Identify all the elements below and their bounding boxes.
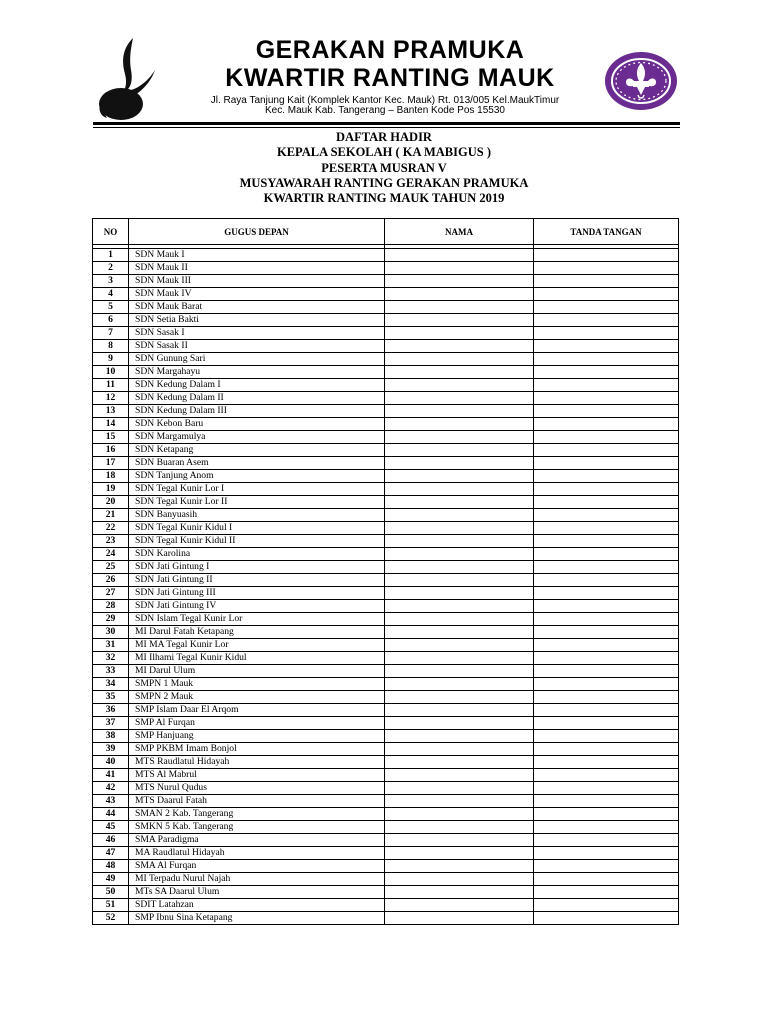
table-row [93, 327, 679, 340]
row-nama-field[interactable] [385, 249, 534, 262]
title-line: KEPALA SEKOLAH ( KA MABIGUS ) [276, 145, 492, 160]
table-row [93, 353, 679, 366]
row-number: 44 [93, 808, 129, 821]
row-number: 47 [93, 847, 129, 860]
row-gugus-depan: SMAN 2 Kab. Tangerang [129, 808, 385, 821]
table-row [93, 431, 679, 444]
row-gugus-depan: SDN Jati Gintung I [129, 561, 385, 574]
row-signature-field[interactable] [534, 431, 679, 444]
row-gugus-depan: MTS Daarul Fatah [129, 795, 385, 808]
row-nama-field[interactable] [385, 509, 534, 522]
row-nama-field[interactable] [385, 587, 534, 600]
row-number: 42 [93, 782, 129, 795]
row-nama-field[interactable] [385, 743, 534, 756]
table-row [93, 782, 679, 795]
address-line2: Kec. Mauk Kab. Tangerang – Banten Kode Pos 15530 [265, 105, 505, 116]
table-row [93, 769, 679, 782]
header-tanda-tangan: TANDA TANGAN [534, 219, 679, 245]
row-gugus-depan: SDN Gunung Sari [129, 353, 385, 366]
row-number: 9 [93, 353, 129, 366]
row-number: 5 [93, 301, 129, 314]
row-signature-field[interactable] [534, 405, 679, 418]
attendance-table [92, 218, 679, 925]
row-nama-field[interactable] [385, 717, 534, 730]
row-gugus-depan: MA Raudlatul Hidayah [129, 847, 385, 860]
table-row [93, 483, 679, 496]
title-line: PESERTA MUSRAN V [321, 160, 447, 175]
row-signature-field[interactable] [534, 379, 679, 392]
row-nama-field[interactable] [385, 691, 534, 704]
address-line1: Jl. Raya Tanjung Kait (Komplek Kantor Kec. Mauk) Rt. 013/005 Kel.MaukTimur [210, 95, 560, 106]
row-number: 20 [93, 496, 129, 509]
row-number: 3 [93, 275, 129, 288]
table-row [93, 392, 679, 405]
row-signature-field[interactable] [534, 821, 679, 834]
row-signature-field[interactable] [534, 301, 679, 314]
row-gugus-depan: MTS Nurul Qudus [129, 782, 385, 795]
org-name-line2: KWARTIR RANTING MAUK [225, 64, 555, 92]
row-nama-field[interactable] [385, 444, 534, 457]
row-signature-field[interactable] [534, 366, 679, 379]
table-row [93, 808, 679, 821]
row-nama-field[interactable] [385, 353, 534, 366]
row-nama-field[interactable] [385, 808, 534, 821]
row-gugus-depan: SDN Tegal Kunir Lor II [129, 496, 385, 509]
table-row [93, 457, 679, 470]
row-signature-field[interactable] [534, 587, 679, 600]
row-number: 30 [93, 626, 129, 639]
row-signature-field[interactable] [534, 314, 679, 327]
table-row [93, 301, 679, 314]
row-number: 45 [93, 821, 129, 834]
row-number: 24 [93, 548, 129, 561]
row-number: 16 [93, 444, 129, 457]
row-nama-field[interactable] [385, 626, 534, 639]
table-row [93, 405, 679, 418]
row-gugus-depan: SDN Karolina [129, 548, 385, 561]
row-signature-field[interactable] [534, 275, 679, 288]
row-nama-field[interactable] [385, 379, 534, 392]
row-number: 50 [93, 886, 129, 899]
row-gugus-depan: SDN Tegal Kunir Kidul I [129, 522, 385, 535]
document-title [150, 130, 618, 206]
table-row [93, 522, 679, 535]
header-gugus-depan: GUGUS DEPAN [129, 219, 385, 245]
row-gugus-depan: SDN Mauk II [129, 262, 385, 275]
row-signature-field[interactable] [534, 483, 679, 496]
row-signature-field[interactable] [534, 262, 679, 275]
row-signature-field[interactable] [534, 288, 679, 301]
table-row [93, 886, 679, 899]
row-nama-field[interactable] [385, 470, 534, 483]
row-signature-field[interactable] [534, 509, 679, 522]
row-nama-field[interactable] [385, 392, 534, 405]
row-signature-field[interactable] [534, 834, 679, 847]
row-gugus-depan: SDN Mauk III [129, 275, 385, 288]
table-row [93, 639, 679, 652]
table-row [93, 704, 679, 717]
row-nama-field[interactable] [385, 405, 534, 418]
row-gugus-depan: SDN Kedung Dalam I [129, 379, 385, 392]
row-nama-field[interactable] [385, 704, 534, 717]
row-number: 48 [93, 860, 129, 873]
row-number: 26 [93, 574, 129, 587]
header-rule-thin [93, 127, 680, 128]
row-number: 1 [93, 249, 129, 262]
table-row [93, 444, 679, 457]
table-row [93, 509, 679, 522]
row-nama-field[interactable] [385, 899, 534, 912]
row-number: 2 [93, 262, 129, 275]
row-gugus-depan: SDN Tanjung Anom [129, 470, 385, 483]
table-row [93, 795, 679, 808]
row-number: 33 [93, 665, 129, 678]
row-gugus-depan: SDN Islam Tegal Kunir Lor [129, 613, 385, 626]
table-header-row [93, 219, 679, 245]
row-signature-field[interactable] [534, 444, 679, 457]
row-signature-field[interactable] [534, 678, 679, 691]
row-gugus-depan: SDN Jati Gintung II [129, 574, 385, 587]
row-signature-field[interactable] [534, 730, 679, 743]
row-number: 37 [93, 717, 129, 730]
row-gugus-depan: SDN Margamulya [129, 431, 385, 444]
row-signature-field[interactable] [534, 548, 679, 561]
row-gugus-depan: MI Darul Ulum [129, 665, 385, 678]
row-nama-field[interactable] [385, 665, 534, 678]
row-signature-field[interactable] [534, 808, 679, 821]
row-nama-field[interactable] [385, 756, 534, 769]
row-gugus-depan: SDN Banyuasih [129, 509, 385, 522]
row-nama-field[interactable] [385, 483, 534, 496]
row-signature-field[interactable] [534, 340, 679, 353]
world-scout-emblem-icon [603, 51, 679, 111]
row-signature-field[interactable] [534, 860, 679, 873]
row-signature-field[interactable] [534, 873, 679, 886]
row-number: 36 [93, 704, 129, 717]
row-signature-field[interactable] [534, 496, 679, 509]
table-row [93, 834, 679, 847]
table-row [93, 743, 679, 756]
table-row [93, 574, 679, 587]
row-number: 31 [93, 639, 129, 652]
row-nama-field[interactable] [385, 366, 534, 379]
title-line: KWARTIR RANTING MAUK TAHUN 2019 [263, 191, 505, 206]
table-row [93, 275, 679, 288]
row-signature-field[interactable] [534, 912, 679, 925]
table-row [93, 613, 679, 626]
header-rule-thick [93, 122, 680, 125]
table-row [93, 847, 679, 860]
row-nama-field[interactable] [385, 886, 534, 899]
row-number: 14 [93, 418, 129, 431]
row-number: 52 [93, 912, 129, 925]
row-nama-field[interactable] [385, 301, 534, 314]
table-row [93, 652, 679, 665]
row-nama-field[interactable] [385, 522, 534, 535]
row-number: 11 [93, 379, 129, 392]
row-nama-field[interactable] [385, 795, 534, 808]
row-number: 23 [93, 535, 129, 548]
row-number: 7 [93, 327, 129, 340]
table-row [93, 587, 679, 600]
row-gugus-depan: SDN Setia Bakti [129, 314, 385, 327]
row-signature-field[interactable] [534, 795, 679, 808]
row-gugus-depan: SDN Mauk IV [129, 288, 385, 301]
row-number: 15 [93, 431, 129, 444]
row-nama-field[interactable] [385, 769, 534, 782]
row-gugus-depan: SDN Kebon Baru [129, 418, 385, 431]
row-gugus-depan: SMA Paradigma [129, 834, 385, 847]
row-signature-field[interactable] [534, 652, 679, 665]
row-signature-field[interactable] [534, 639, 679, 652]
row-signature-field[interactable] [534, 392, 679, 405]
row-signature-field[interactable] [534, 613, 679, 626]
row-number: 18 [93, 470, 129, 483]
title-line: MUSYAWARAH RANTING GERAKAN PRAMUKA [239, 175, 529, 190]
row-signature-field[interactable] [534, 457, 679, 470]
row-number: 27 [93, 587, 129, 600]
row-gugus-depan: MI MA Tegal Kunir Lor [129, 639, 385, 652]
row-nama-field[interactable] [385, 678, 534, 691]
row-number: 39 [93, 743, 129, 756]
row-number: 19 [93, 483, 129, 496]
table-row [93, 496, 679, 509]
row-nama-field[interactable] [385, 600, 534, 613]
row-nama-field[interactable] [385, 314, 534, 327]
table-row [93, 821, 679, 834]
row-nama-field[interactable] [385, 730, 534, 743]
row-nama-field[interactable] [385, 834, 534, 847]
row-signature-field[interactable] [534, 756, 679, 769]
row-nama-field[interactable] [385, 288, 534, 301]
row-signature-field[interactable] [534, 522, 679, 535]
row-signature-field[interactable] [534, 418, 679, 431]
row-number: 6 [93, 314, 129, 327]
row-number: 41 [93, 769, 129, 782]
row-signature-field[interactable] [534, 886, 679, 899]
table-row [93, 600, 679, 613]
row-nama-field[interactable] [385, 327, 534, 340]
row-gugus-depan: SDIT Latahzan [129, 899, 385, 912]
table-row [93, 470, 679, 483]
table-row [93, 860, 679, 873]
row-signature-field[interactable] [534, 353, 679, 366]
row-gugus-depan: MTS Raudlatul Hidayah [129, 756, 385, 769]
table-row [93, 535, 679, 548]
row-signature-field[interactable] [534, 574, 679, 587]
row-number: 34 [93, 678, 129, 691]
row-gugus-depan: SDN Kedung Dalam III [129, 405, 385, 418]
table-row [93, 379, 679, 392]
row-signature-field[interactable] [534, 535, 679, 548]
row-signature-field[interactable] [534, 600, 679, 613]
row-nama-field[interactable] [385, 613, 534, 626]
row-number: 38 [93, 730, 129, 743]
table-row [93, 691, 679, 704]
row-number: 12 [93, 392, 129, 405]
row-gugus-depan: SDN Margahayu [129, 366, 385, 379]
table-row [93, 561, 679, 574]
row-gugus-depan: SMA Al Furqan [129, 860, 385, 873]
org-name-line1: GERAKAN PRAMUKA [255, 36, 525, 64]
row-nama-field[interactable] [385, 561, 534, 574]
table-row [93, 626, 679, 639]
table-row [93, 340, 679, 353]
row-nama-field[interactable] [385, 548, 534, 561]
row-nama-field[interactable] [385, 535, 534, 548]
table-row [93, 665, 679, 678]
table-row [93, 366, 679, 379]
row-number: 22 [93, 522, 129, 535]
row-number: 21 [93, 509, 129, 522]
row-nama-field[interactable] [385, 431, 534, 444]
row-gugus-depan: SDN Sasak I [129, 327, 385, 340]
table-row [93, 314, 679, 327]
row-number: 43 [93, 795, 129, 808]
row-signature-field[interactable] [534, 704, 679, 717]
table-body [93, 245, 679, 925]
row-signature-field[interactable] [534, 626, 679, 639]
table-row [93, 912, 679, 925]
row-nama-field[interactable] [385, 496, 534, 509]
row-signature-field[interactable] [534, 717, 679, 730]
row-gugus-depan: SDN Jati Gintung IV [129, 600, 385, 613]
row-nama-field[interactable] [385, 847, 534, 860]
table-row [93, 548, 679, 561]
row-gugus-depan: MI Darul Fatah Ketapang [129, 626, 385, 639]
row-number: 49 [93, 873, 129, 886]
row-nama-field[interactable] [385, 652, 534, 665]
row-nama-field[interactable] [385, 860, 534, 873]
row-gugus-depan: SDN Sasak II [129, 340, 385, 353]
row-number: 8 [93, 340, 129, 353]
row-number: 25 [93, 561, 129, 574]
row-nama-field[interactable] [385, 782, 534, 795]
row-signature-field[interactable] [534, 249, 679, 262]
row-gugus-depan: SMP Hanjuang [129, 730, 385, 743]
header-no: NO [93, 219, 129, 245]
row-number: 4 [93, 288, 129, 301]
row-signature-field[interactable] [534, 769, 679, 782]
row-gugus-depan: SDN Mauk I [129, 249, 385, 262]
table-row [93, 249, 679, 262]
row-gugus-depan: SDN Ketapang [129, 444, 385, 457]
row-number: 28 [93, 600, 129, 613]
row-gugus-depan: SMP Ibnu Sina Ketapang [129, 912, 385, 925]
header-nama: NAMA [385, 219, 534, 245]
row-number: 10 [93, 366, 129, 379]
table-row [93, 717, 679, 730]
tunas-kelapa-icon [93, 36, 163, 122]
row-gugus-depan: SMP Islam Daar El Arqom [129, 704, 385, 717]
row-nama-field[interactable] [385, 275, 534, 288]
row-nama-field[interactable] [385, 574, 534, 587]
table-row [93, 418, 679, 431]
table-row [93, 262, 679, 275]
table-row [93, 873, 679, 886]
row-gugus-depan: MI Terpadu Nurul Najah [129, 873, 385, 886]
row-gugus-depan: MI Ilhami Tegal Kunir Kidul [129, 652, 385, 665]
row-nama-field[interactable] [385, 639, 534, 652]
row-signature-field[interactable] [534, 899, 679, 912]
row-gugus-depan: SDN Mauk Barat [129, 301, 385, 314]
row-gugus-depan: SMPN 2 Mauk [129, 691, 385, 704]
row-signature-field[interactable] [534, 743, 679, 756]
table-row [93, 756, 679, 769]
row-signature-field[interactable] [534, 691, 679, 704]
row-nama-field[interactable] [385, 262, 534, 275]
row-nama-field[interactable] [385, 912, 534, 925]
row-gugus-depan: SDN Tegal Kunir Kidul II [129, 535, 385, 548]
row-gugus-depan: SDN Buaran Asem [129, 457, 385, 470]
row-number: 32 [93, 652, 129, 665]
row-number: 35 [93, 691, 129, 704]
title-line: DAFTAR HADIR [336, 130, 432, 144]
row-signature-field[interactable] [534, 782, 679, 795]
table-row [93, 730, 679, 743]
row-signature-field[interactable] [534, 847, 679, 860]
row-gugus-depan: MTS Al Mabrul [129, 769, 385, 782]
row-signature-field[interactable] [534, 470, 679, 483]
row-nama-field[interactable] [385, 873, 534, 886]
row-gugus-depan: SMPN 1 Mauk [129, 678, 385, 691]
row-number: 40 [93, 756, 129, 769]
row-nama-field[interactable] [385, 457, 534, 470]
row-signature-field[interactable] [534, 327, 679, 340]
row-gugus-depan: SMP Al Furqan [129, 717, 385, 730]
row-nama-field[interactable] [385, 821, 534, 834]
row-signature-field[interactable] [534, 561, 679, 574]
row-gugus-depan: SMKN 5 Kab. Tangerang [129, 821, 385, 834]
row-number: 13 [93, 405, 129, 418]
table-row [93, 678, 679, 691]
row-gugus-depan: SDN Kedung Dalam II [129, 392, 385, 405]
row-gugus-depan: SMP PKBM Imam Bonjol [129, 743, 385, 756]
row-gugus-depan: SDN Jati Gintung III [129, 587, 385, 600]
row-number: 51 [93, 899, 129, 912]
row-number: 17 [93, 457, 129, 470]
row-gugus-depan: MTs SA Daarul Ulum [129, 886, 385, 899]
row-gugus-depan: SDN Tegal Kunir Lor I [129, 483, 385, 496]
row-number: 29 [93, 613, 129, 626]
table-row [93, 288, 679, 301]
row-nama-field[interactable] [385, 418, 534, 431]
table-row [93, 899, 679, 912]
row-nama-field[interactable] [385, 340, 534, 353]
row-signature-field[interactable] [534, 665, 679, 678]
row-number: 46 [93, 834, 129, 847]
